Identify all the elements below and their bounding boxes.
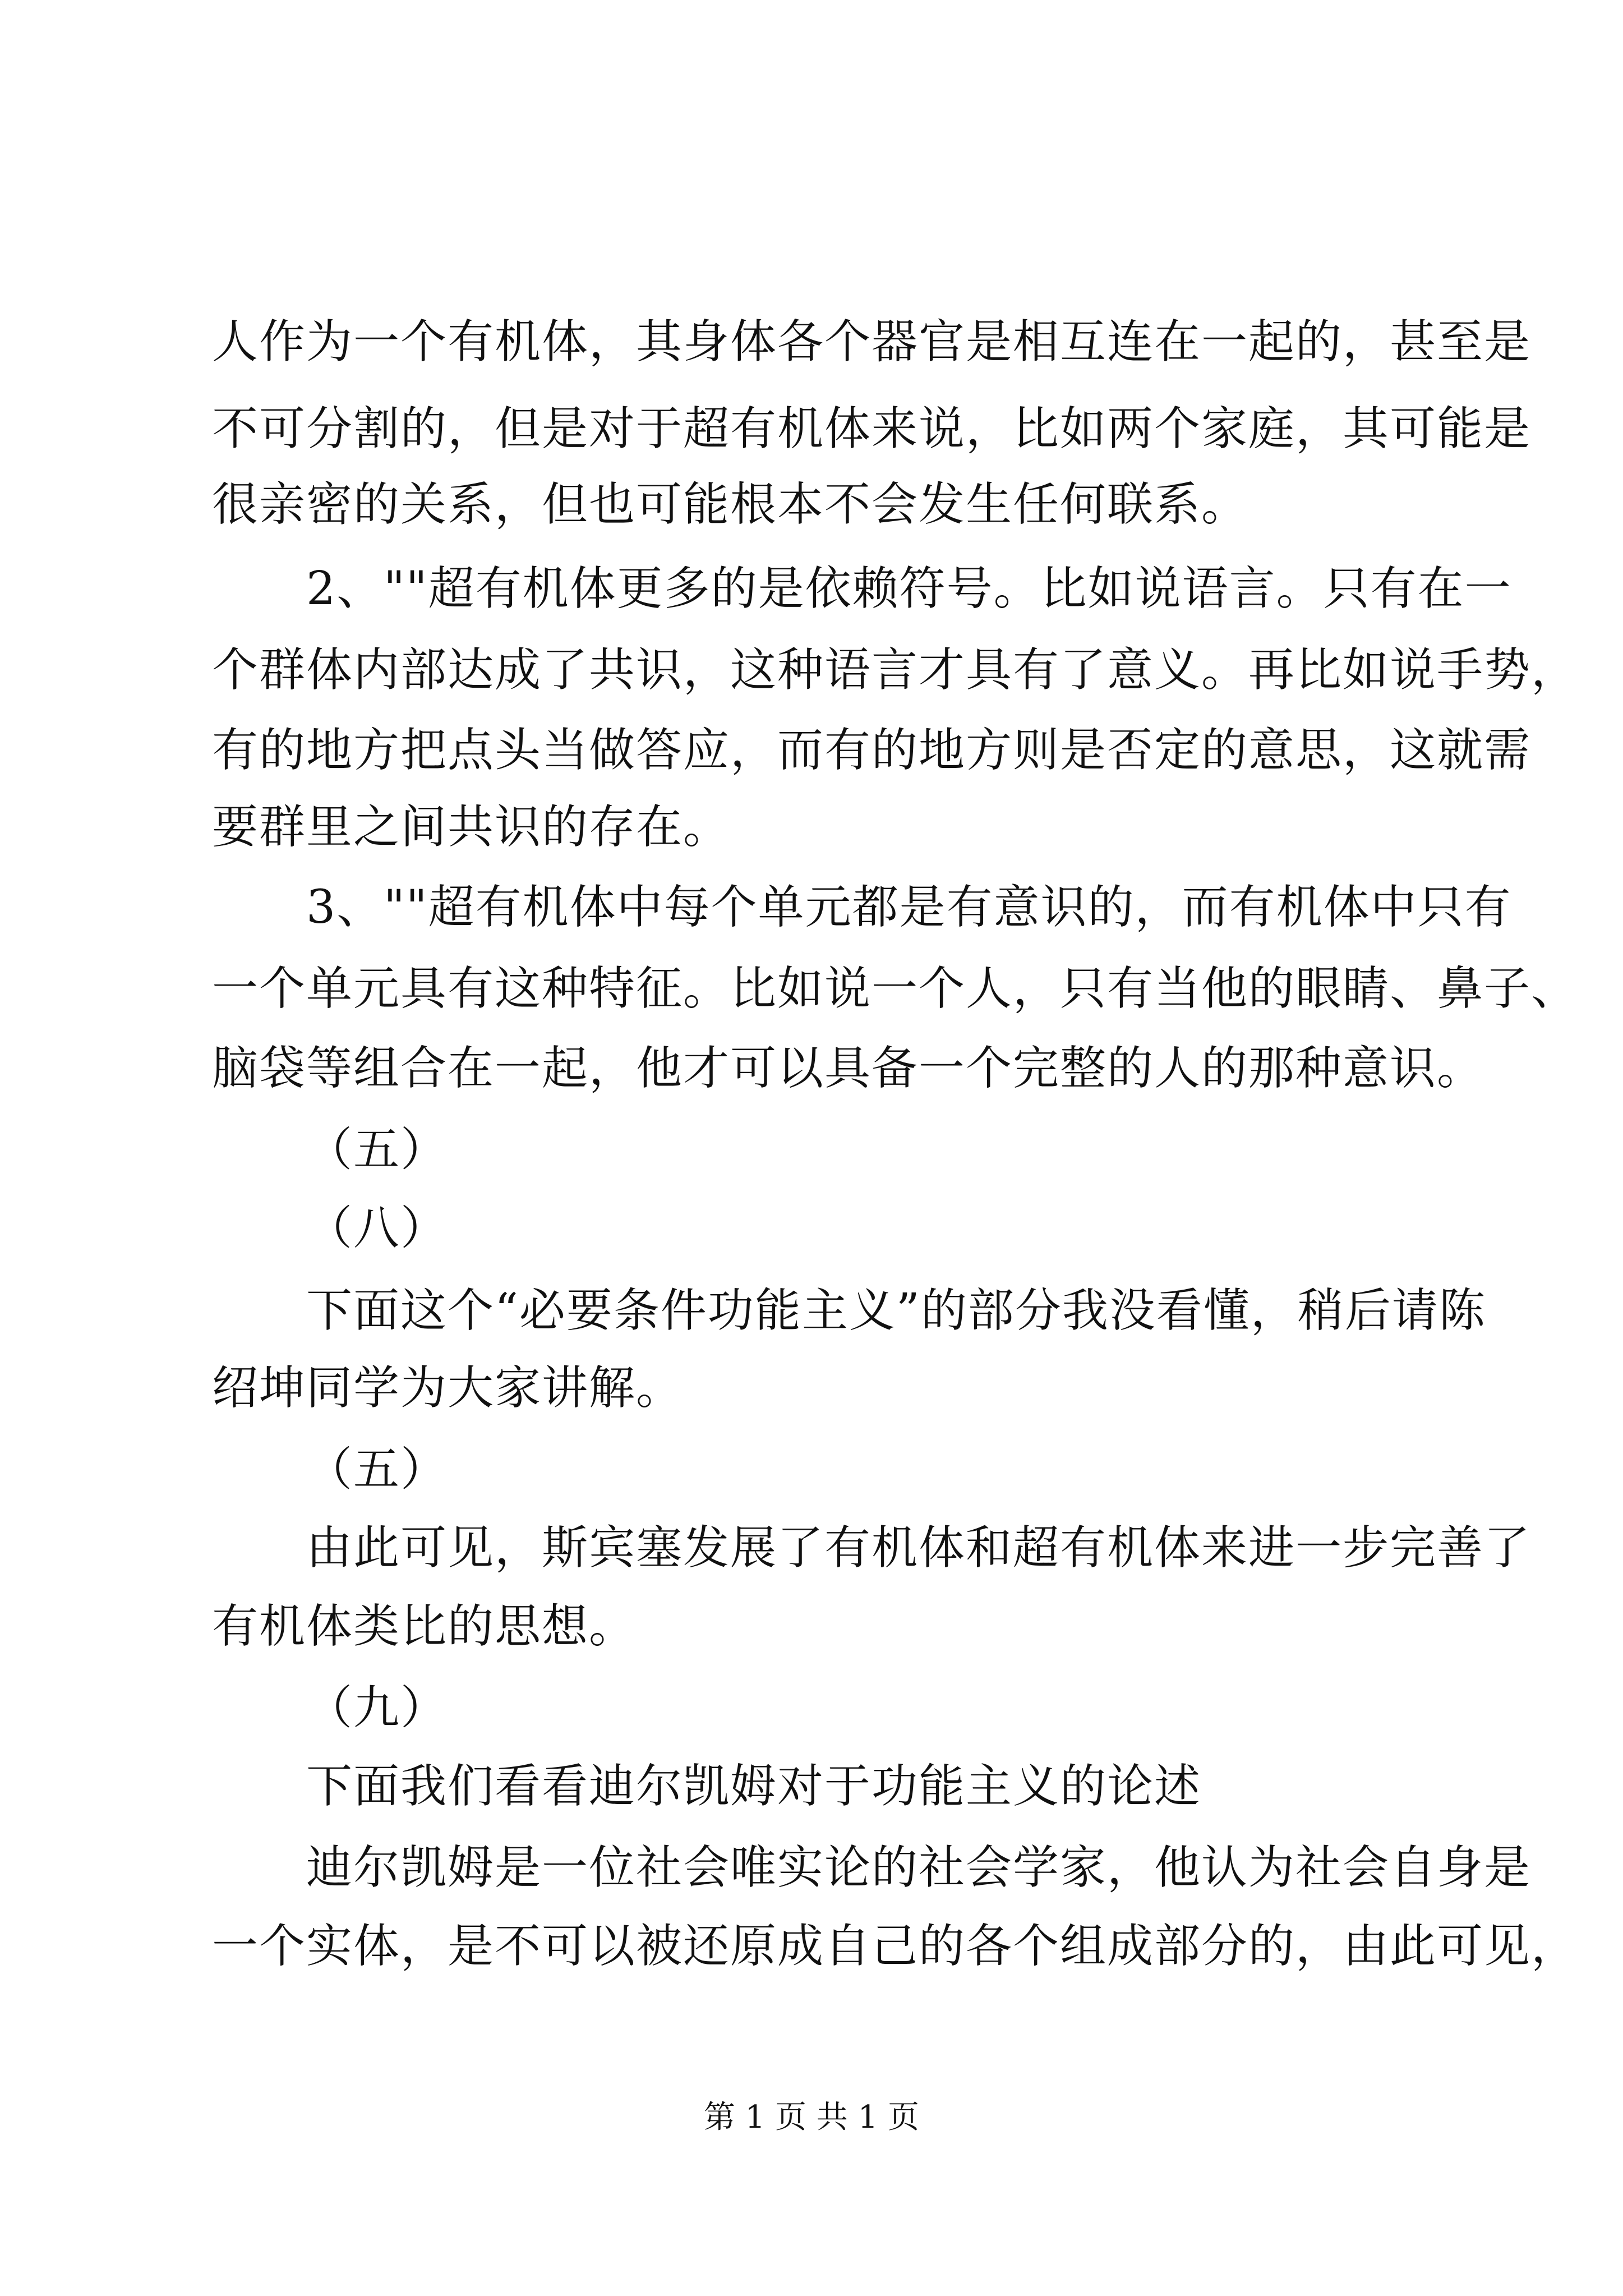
page-number-footer: 第 1 页 共 1 页 bbox=[703, 2099, 920, 2136]
body-text-line: 不可分割的，但是对于超有机体来说，比如两个家庭，其可能是 bbox=[212, 402, 1532, 455]
body-text-line: 要群里之间共识的存在。 bbox=[212, 800, 731, 854]
section-marker: （九） bbox=[306, 1681, 448, 1734]
body-text-line: 个群体内部达成了共识，这种语言才具有了意义。再比如说手势， bbox=[212, 643, 1579, 697]
body-text-line: 一个单元具有这种特征。比如说一个人，只有当他的眼睛、鼻子、 bbox=[212, 962, 1579, 1015]
body-text-line: 一个实体，是不可以被还原成自己的各个组成部分的，由此可见， bbox=[212, 1920, 1579, 1973]
body-text-line: 脑袋等组合在一起，他才可以具备一个完整的人的那种意识。 bbox=[212, 1042, 1484, 1095]
section-marker: （八） bbox=[306, 1202, 448, 1255]
body-text-line: 有的地方把点头当做答应，而有的地方则是否定的意思，这就需 bbox=[212, 724, 1532, 777]
section-marker: （五） bbox=[306, 1123, 448, 1176]
paragraph-first-line: 2、""超有机体更多的是依赖符号。比如说语言。只有在一 bbox=[306, 562, 1512, 615]
body-text-line: 人作为一个有机体，其身体各个器官是相互连在一起的，甚至是 bbox=[212, 315, 1532, 369]
body-text-line: 很亲密的关系，但也可能根本不会发生任何联系。 bbox=[212, 478, 1249, 531]
body-text-line: 绍坤同学为大家讲解。 bbox=[212, 1361, 684, 1415]
body-text-line: 有机体类比的思想。 bbox=[212, 1600, 637, 1653]
paragraph-first-line: 下面我们看看迪尔凯姆对于功能主义的论述 bbox=[306, 1760, 1202, 1813]
paragraph-first-line: 由此可见，斯宾塞发展了有机体和超有机体来进一步完善了 bbox=[306, 1521, 1532, 1575]
paragraph-first-line: 迪尔凯姆是一位社会唯实论的社会学家，他认为社会自身是 bbox=[306, 1841, 1532, 1894]
paragraph-first-line: 3、""超有机体中每个单元都是有意识的，而有机体中只有 bbox=[306, 881, 1512, 934]
section-marker: （五） bbox=[306, 1443, 448, 1496]
paragraph-first-line: 下面这个“必要条件功能主义”的部分我没看懂，稍后请陈 bbox=[306, 1284, 1486, 1337]
